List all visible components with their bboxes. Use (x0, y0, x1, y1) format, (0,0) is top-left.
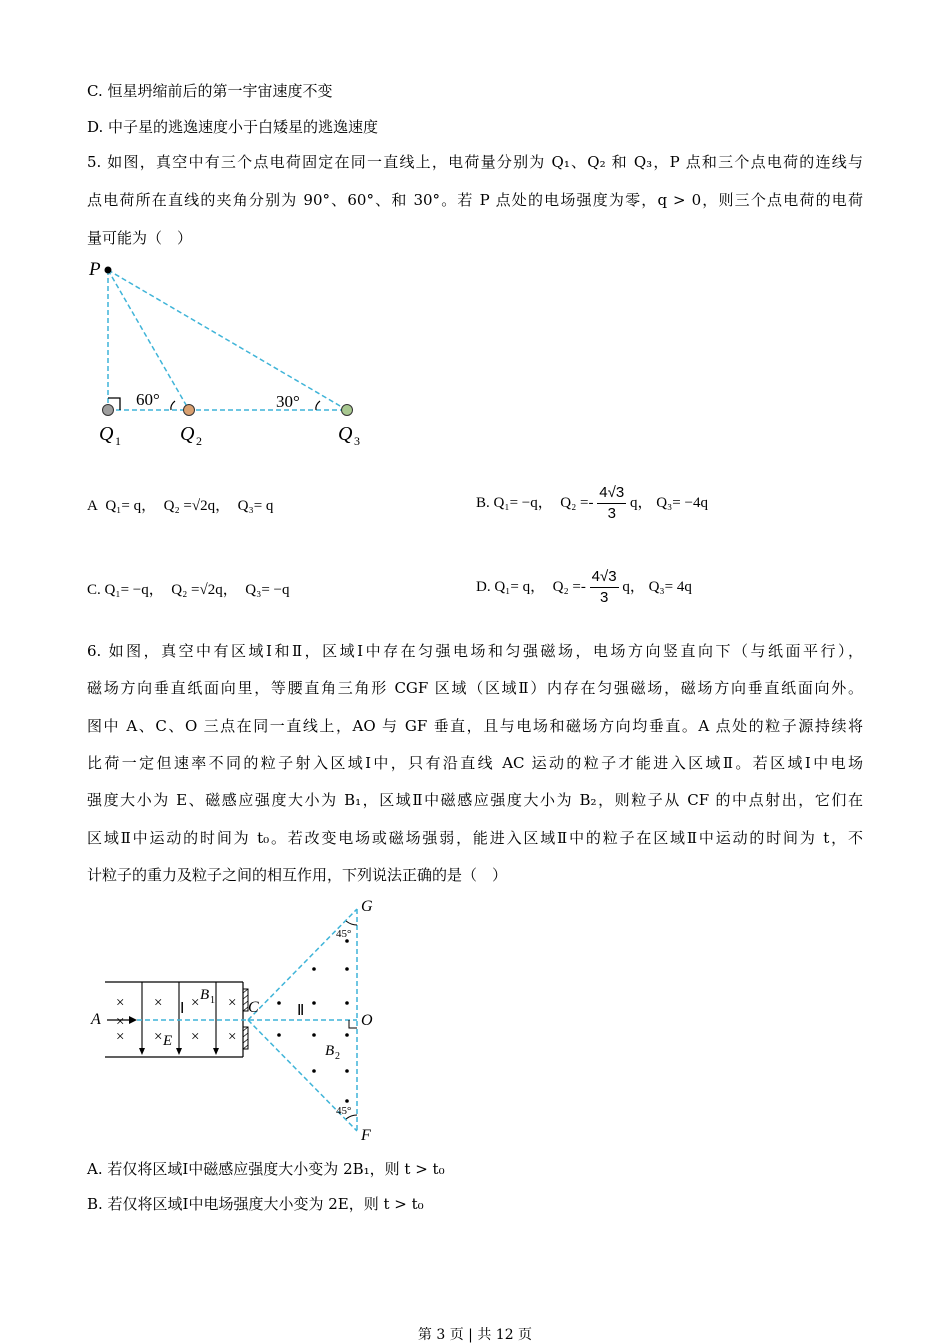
q5-option-d: D. Q₁= q， Q₂ =- $\frac{4√3}{3}$ q， Q₃= 4q (476, 568, 692, 606)
charge-q1 (103, 405, 114, 416)
q6-stem-line6: 区域Ⅱ中运动的时间为 t₀。若改变电场或磁场强弱，能进入区域Ⅱ中的粒子在区域Ⅱ中运动的时间为 t，不 (87, 829, 863, 847)
q6-option-a: A. 若仅将区域Ⅰ中磁感应强度大小变为 2B₁，则 t > t₀ (87, 1160, 445, 1178)
label-c: C (248, 999, 259, 1016)
label-q1-sub: 1 (115, 434, 121, 448)
label-e: E (163, 1033, 173, 1049)
q6-figure (85, 895, 385, 1150)
q6-stem-line2: 磁场方向垂直纸面向里，等腰直角三角形 CGF 区域（区域Ⅱ）内存在匀强磁场，磁场方向垂直纸面向外。 (87, 679, 863, 697)
label-30: 30° (276, 392, 300, 411)
label-b1: B (200, 987, 210, 1003)
label-b1-sub: 1 (210, 995, 215, 1006)
q6-stem-line1: 6. 如图，真空中有区域Ⅰ和Ⅱ，区域Ⅰ中存在匀强电场和匀强磁场，电场方向竖直向下（与纸面平行）， (87, 642, 863, 660)
label-q3-sub: 3 (354, 434, 360, 448)
cross-7: × (191, 1029, 200, 1045)
q5-stem-line1: 5. 如图，真空中有三个点电荷固定在同一直线上，电荷量分别为 Q₁、Q₂ 和 Q₃，P 点和三个点电荷的连线与 (87, 153, 863, 171)
label-60: 60° (136, 390, 160, 409)
cross-9: × (116, 1014, 125, 1030)
q4-option-c: C. 恒星坍缩前后的第一宇宙速度不变 (87, 82, 333, 100)
point-p (105, 267, 112, 274)
q6-stem-line5: 强度大小为 E、磁感应强度大小为 B₁，区域Ⅱ中磁感应强度大小为 B₂，则粒子从 CF 的中点射出，它们在 (87, 791, 863, 809)
cross-6: × (154, 1029, 163, 1045)
q6-stem-line4: 比荷一定但速率不同的粒子射入区域Ⅰ中，只有沿直线 AC 运动的粒子才能进入区域Ⅱ。若区域Ⅰ中电场 (87, 754, 863, 772)
cross-2: × (154, 995, 163, 1011)
label-q3: Q (338, 423, 353, 445)
q5-stem-line2: 点电荷所在直线的夹角分别为 90°、60°、和 30°。若 P 点处的电场强度为零，q > 0，则三个点电荷的电荷 (87, 191, 863, 209)
q6-stem-line7: 计粒子的重力及粒子之间的相互作用，下列说法正确的是（ ） (87, 866, 508, 884)
q6-stem-line3: 图中 A、C、O 三点在同一直线上，AO 与 GF 垂直，且与电场和磁场方向均垂直。A 点处的粒子源持续将 (87, 717, 863, 735)
page-footer: 第 3 页 | 共 12 页 (417, 1327, 533, 1343)
label-q2: Q (180, 423, 195, 445)
label-b2-sub: 2 (335, 1051, 340, 1062)
q5-option-a: A Q₁= q， Q₂ =√2q， Q₃= q (87, 498, 274, 514)
label-p: P (89, 259, 101, 280)
label-region-i: Ⅰ (180, 1001, 185, 1017)
charge-q3 (342, 405, 353, 416)
cross-8: × (228, 1029, 237, 1045)
label-q2-sub: 2 (196, 434, 202, 448)
cross-5: × (116, 1029, 125, 1045)
cross-1: × (116, 995, 125, 1011)
q5-option-c: C. Q₁= −q， Q₂ =√2q， Q₃= −q (87, 582, 290, 598)
label-g: G (361, 898, 373, 915)
label-region-ii: Ⅱ (297, 1003, 305, 1019)
label-q1: Q (99, 423, 114, 445)
label-f: F (361, 1127, 371, 1144)
q4-option-d: D. 中子星的逃逸速度小于白矮星的逃逸速度 (87, 118, 379, 136)
label-45-bottom: 45° (336, 1105, 352, 1117)
cross-4: × (228, 995, 237, 1011)
q5-stem-line3: 量可能为（ ） (87, 229, 193, 247)
q5-option-b: B. Q₁= −q， Q₂ =- $\frac{4√3}{3}$ q， Q₃= −4q (476, 484, 708, 522)
q6-option-b: B. 若仅将区域Ⅰ中电场强度大小变为 2E，则 t > t₀ (87, 1195, 424, 1213)
label-45-top: 45° (336, 928, 352, 940)
q5-figure (85, 255, 375, 455)
cross-3: × (191, 995, 200, 1011)
label-a: A (91, 1011, 101, 1028)
label-o: O (361, 1012, 373, 1029)
charge-q2 (184, 405, 195, 416)
label-b2: B (325, 1043, 335, 1059)
